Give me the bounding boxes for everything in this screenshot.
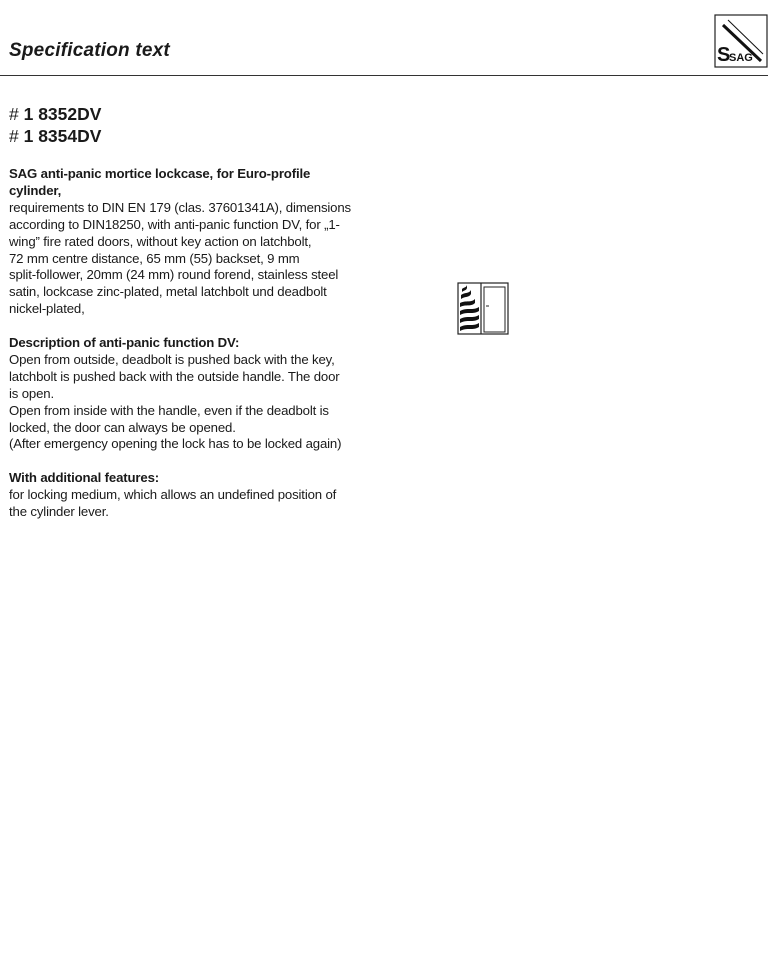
hash-symbol: # xyxy=(9,104,19,124)
function-line: is open. xyxy=(9,385,54,401)
intro-line: satin, lockcase zinc-plated, metal latchbolt und deadbolt xyxy=(9,284,327,300)
intro-line: according to DIN18250, with anti-panic function DV, for „1- xyxy=(9,216,340,232)
header-divider xyxy=(0,75,768,76)
article-number-line xyxy=(9,125,101,147)
features-heading: With additional features: xyxy=(9,470,159,486)
intro-line: split-follower, 20mm (24 mm) round forend, stainless steel xyxy=(9,267,339,283)
paragraph-gap xyxy=(9,453,361,470)
article-number-line xyxy=(9,103,101,125)
logo-text: SAG xyxy=(729,52,753,64)
hash-symbol: # xyxy=(9,126,19,146)
article-number: 1 8352DV xyxy=(23,104,102,124)
page-title: Specification text xyxy=(9,40,170,61)
article-number: 1 8354DV xyxy=(23,126,102,146)
specification-body xyxy=(9,166,361,521)
intro-line: 72 mm centre distance, 65 mm (55) backset, 9 mm xyxy=(9,250,300,266)
paragraph-gap xyxy=(9,318,361,335)
intro-heading: SAG anti-panic mortice lockcase, for Euro-profile cylinder, xyxy=(9,166,311,198)
function-line: (After emergency opening the lock has to be locked again) xyxy=(9,436,342,452)
intro-line: nickel-plated, xyxy=(9,301,85,317)
function-line: Open from outside, deadbolt is pushed back with the key, xyxy=(9,351,335,367)
svg-text:S: S xyxy=(717,44,731,66)
function-line: Open from inside with the handle, even if the deadbolt is xyxy=(9,402,329,418)
sag-logo-icon xyxy=(714,14,768,68)
intro-line: requirements to DIN EN 179 (clas. 37601341A), dimensions xyxy=(9,199,351,215)
fire-door-icon xyxy=(457,282,509,335)
intro-line: wing” fire rated doors, without key action on latchbolt, xyxy=(9,233,312,249)
function-line: latchbolt is pushed back with the outside handle. The door xyxy=(9,368,340,384)
features-line: the cylinder lever. xyxy=(9,504,109,520)
function-line: locked, the door can always be opened. xyxy=(9,419,236,435)
features-line: for locking medium, which allows an undefined position of xyxy=(9,487,337,503)
article-numbers xyxy=(9,103,101,147)
function-heading: Description of anti-panic function DV: xyxy=(9,335,240,351)
